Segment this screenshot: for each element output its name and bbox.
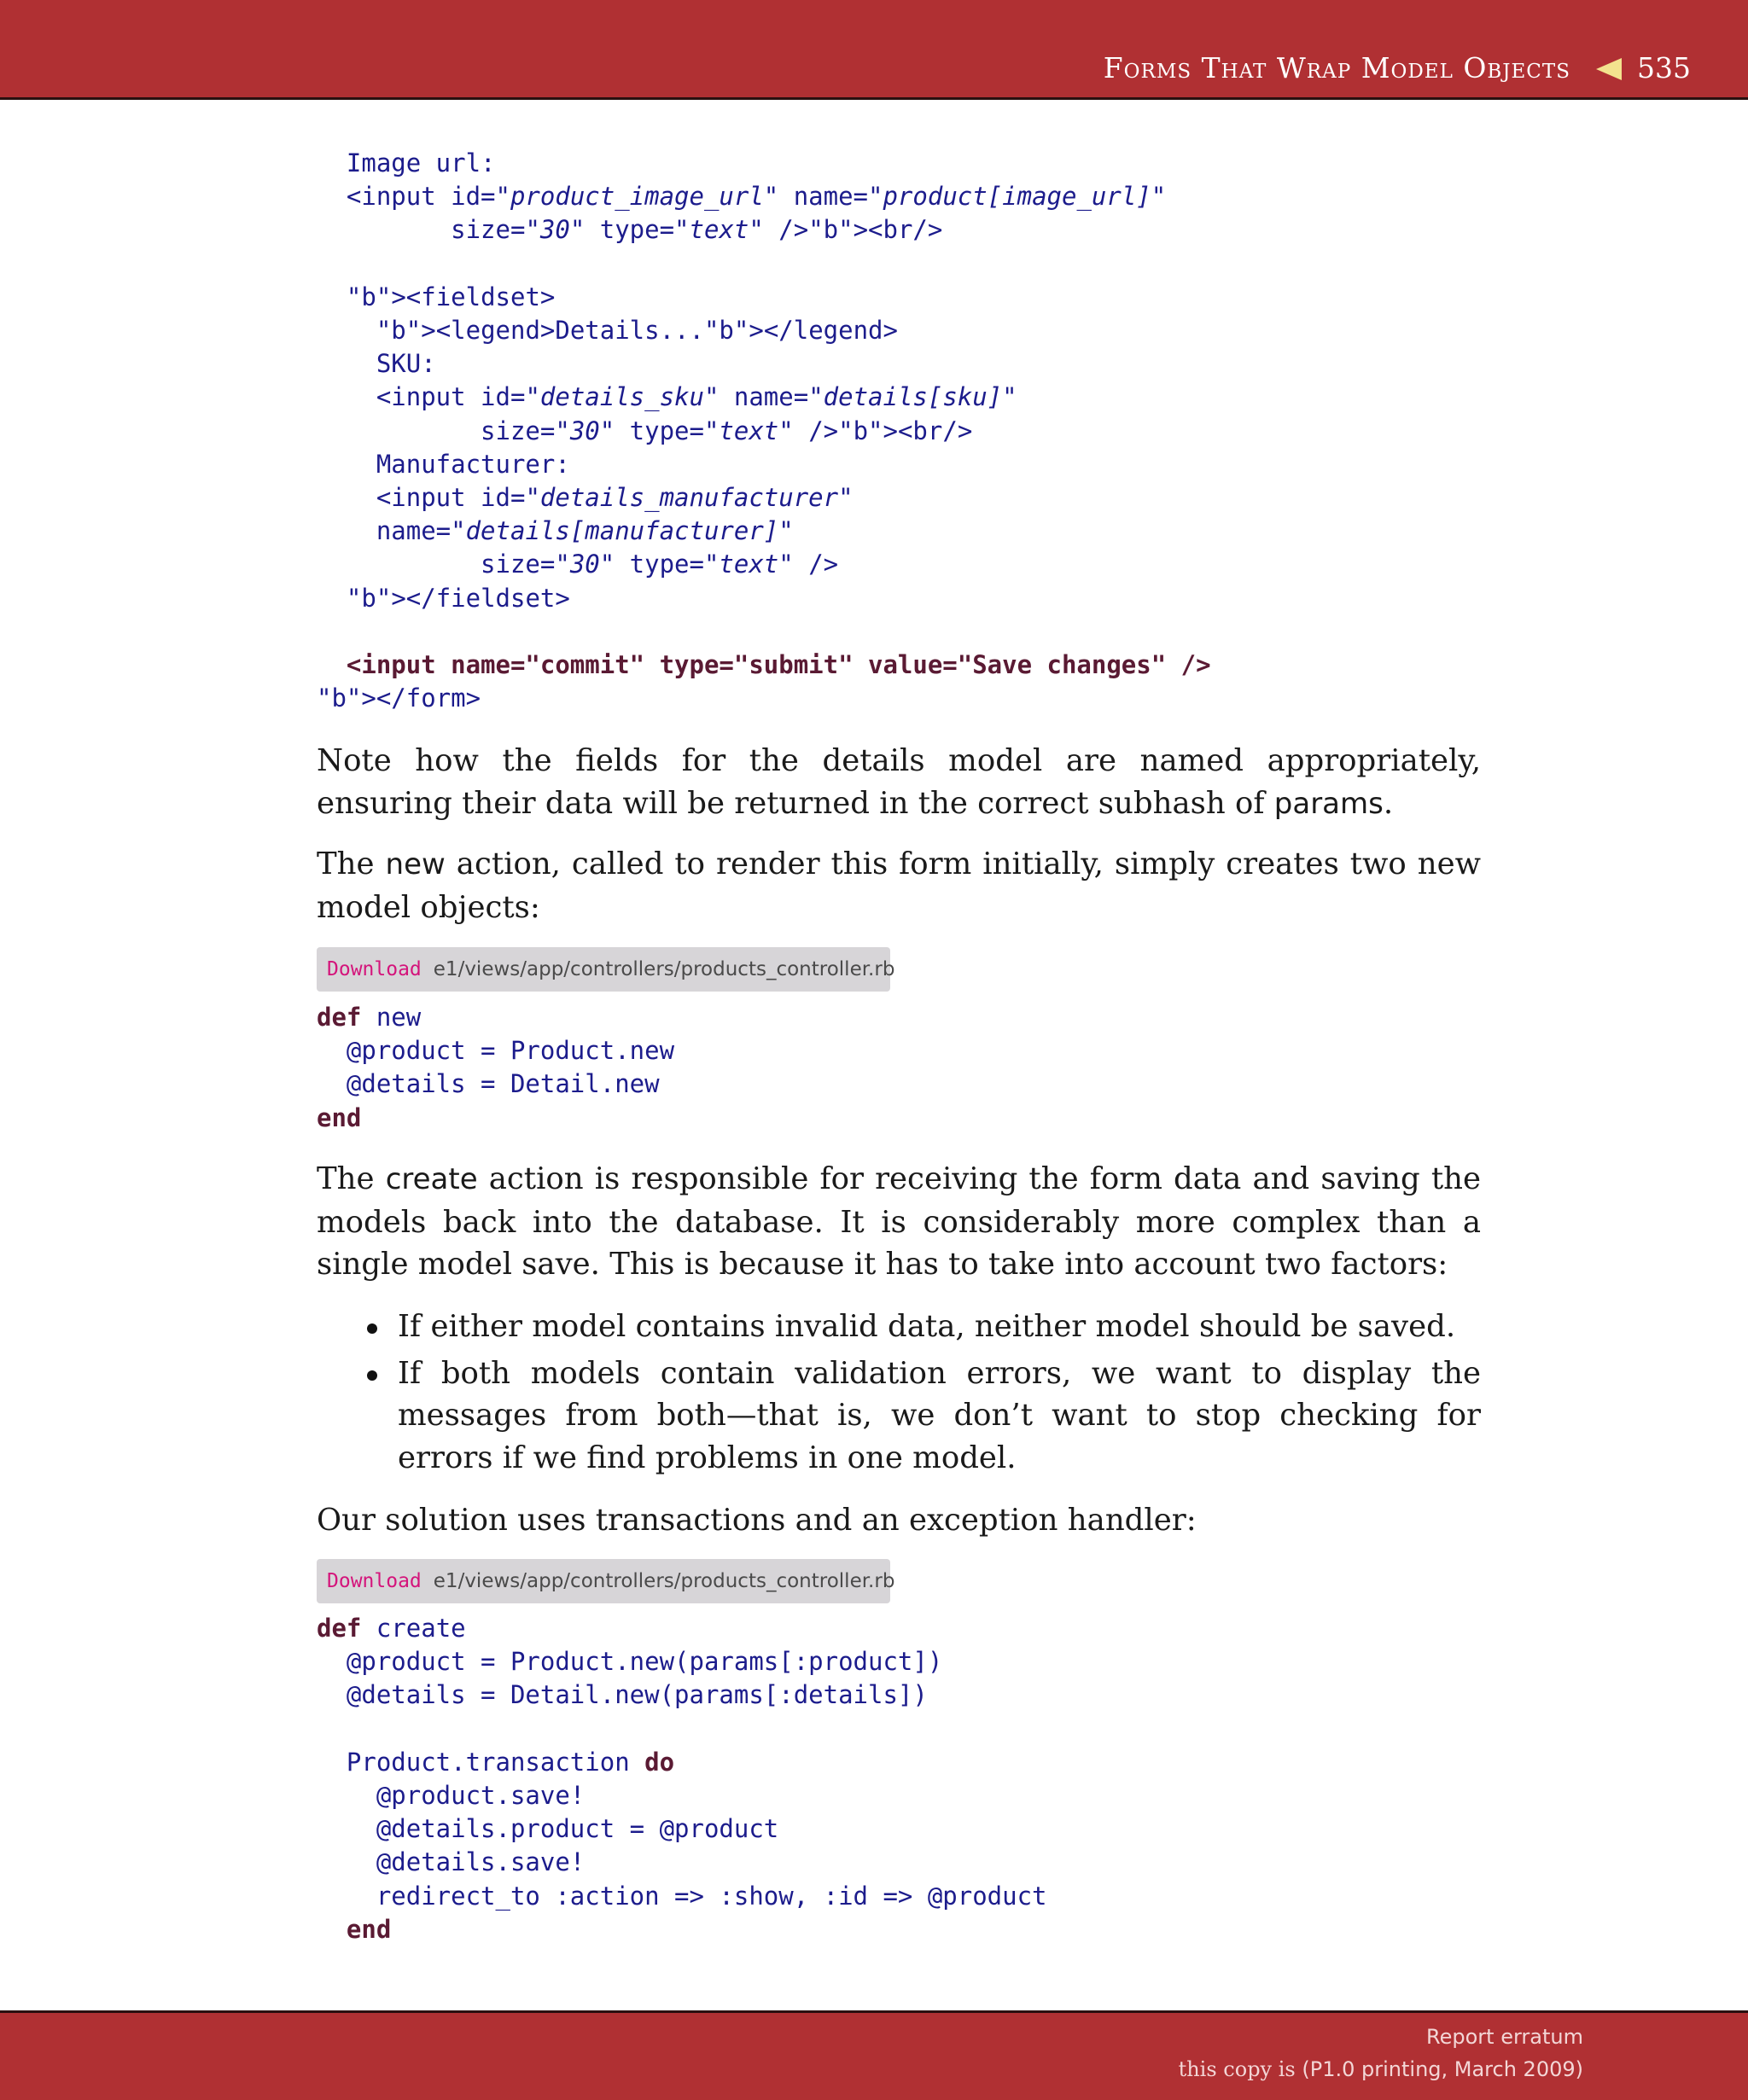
code-line: @details = Detail.new xyxy=(317,1069,660,1099)
code-line: def new xyxy=(317,1003,422,1032)
code-line: @details = Detail.new(params[:details]) xyxy=(317,1680,928,1710)
list-item: If both models contain validation errors, we want to display the messages from both—that is, we don’t want to stop checking for errors if we find problems in one model. xyxy=(367,1352,1481,1480)
code-block-form-html xyxy=(317,147,1211,715)
code-line: redirect_to :action => :show, :id => @product xyxy=(317,1881,1047,1911)
page-footer xyxy=(0,2010,1748,2100)
code-line: @product = Product.new(params[:product]) xyxy=(317,1647,943,1677)
code-line: Product.transaction do xyxy=(317,1747,675,1777)
code-block-create-action xyxy=(317,1612,1047,1946)
bullet-icon xyxy=(367,1323,377,1334)
factors-list xyxy=(367,1306,1481,1483)
code-line: "b"></form> xyxy=(317,684,481,713)
download-link[interactable]: Download xyxy=(327,1570,422,1592)
code-line: end xyxy=(317,1102,362,1132)
download-bar[interactable] xyxy=(317,947,895,992)
code-line: name="details[manufacturer]" xyxy=(317,516,794,546)
chapter-title: Forms That Wrap Model Objects xyxy=(1103,51,1570,84)
code-line: @details.product = @product xyxy=(317,1814,779,1844)
download-file-path[interactable]: e1/views/app/controllers/products_controller.rb xyxy=(433,958,895,980)
code-line: <input id="details_manufacturer" xyxy=(317,483,854,513)
code-line xyxy=(317,247,1211,281)
code-line: @product = Product.new xyxy=(317,1036,675,1066)
copy-info: this copy is (P1.0 printing, March 2009) xyxy=(1178,2057,1583,2081)
code-line: "b"><fieldset> xyxy=(346,282,556,311)
code-line: def create xyxy=(317,1614,466,1643)
code-line: <input name="commit" type="submit" value="Save changes" /> xyxy=(317,650,1211,680)
download-link[interactable]: Download xyxy=(327,958,422,980)
code-line: Manufacturer: xyxy=(317,449,570,479)
download-bar[interactable] xyxy=(317,1559,895,1603)
bullet-icon xyxy=(367,1370,377,1381)
code-line: size="30" type="text" />"b"><br/> xyxy=(317,416,973,445)
inline-code-new: new xyxy=(385,847,446,881)
paragraph-create-action: The create action is responsible for receiving the form data and saving the models back into the database. It is considerably more complex than a single model save. This is because it has to take into account two factors: xyxy=(317,1161,1481,1282)
download-file-path[interactable]: e1/views/app/controllers/products_controller.rb xyxy=(433,1570,895,1592)
code-line: size="30" type="text" />"b"><br/> xyxy=(317,215,943,245)
back-arrow-icon[interactable] xyxy=(1596,58,1622,80)
code-line: "b"></fieldset> xyxy=(346,583,570,613)
report-erratum-link[interactable]: Report erratum xyxy=(1426,2025,1583,2049)
code-line: @product.save! xyxy=(317,1781,586,1811)
paragraph-new-action: The new action, called to render this form initially, simply creates two new model objects: xyxy=(317,846,1481,925)
code-line xyxy=(317,1713,1047,1746)
code-line xyxy=(317,615,1211,649)
code-line: <input id="details_sku" name="details[sku]" xyxy=(317,382,1017,412)
page-number: 535 xyxy=(1637,51,1691,84)
code-line: @details.save! xyxy=(317,1847,586,1877)
code-line: end xyxy=(346,1914,392,1944)
code-line: "b"><legend>Details..."b"></legend> xyxy=(376,316,898,346)
paragraph-details-fields: Note how the fields for the details model are named appropriately, ensuring their data will be returned in the correct subhash of params. xyxy=(317,743,1481,821)
page-header xyxy=(0,0,1748,100)
inline-code-params: params xyxy=(1273,786,1384,821)
inline-code-create: create xyxy=(385,1162,478,1196)
paragraph-solution: Our solution uses transactions and an exception handler: xyxy=(317,1503,1197,1538)
code-block-new-action xyxy=(317,1001,674,1135)
list-item: If either model contains invalid data, neither model should be saved. xyxy=(367,1306,1481,1348)
code-line: <input id="product_image_url" name="product[image_url]" xyxy=(317,182,1167,212)
code-line: size="30" type="text" /> xyxy=(317,550,839,579)
code-line: SKU: xyxy=(317,349,436,379)
code-line: Image url: xyxy=(317,148,496,177)
